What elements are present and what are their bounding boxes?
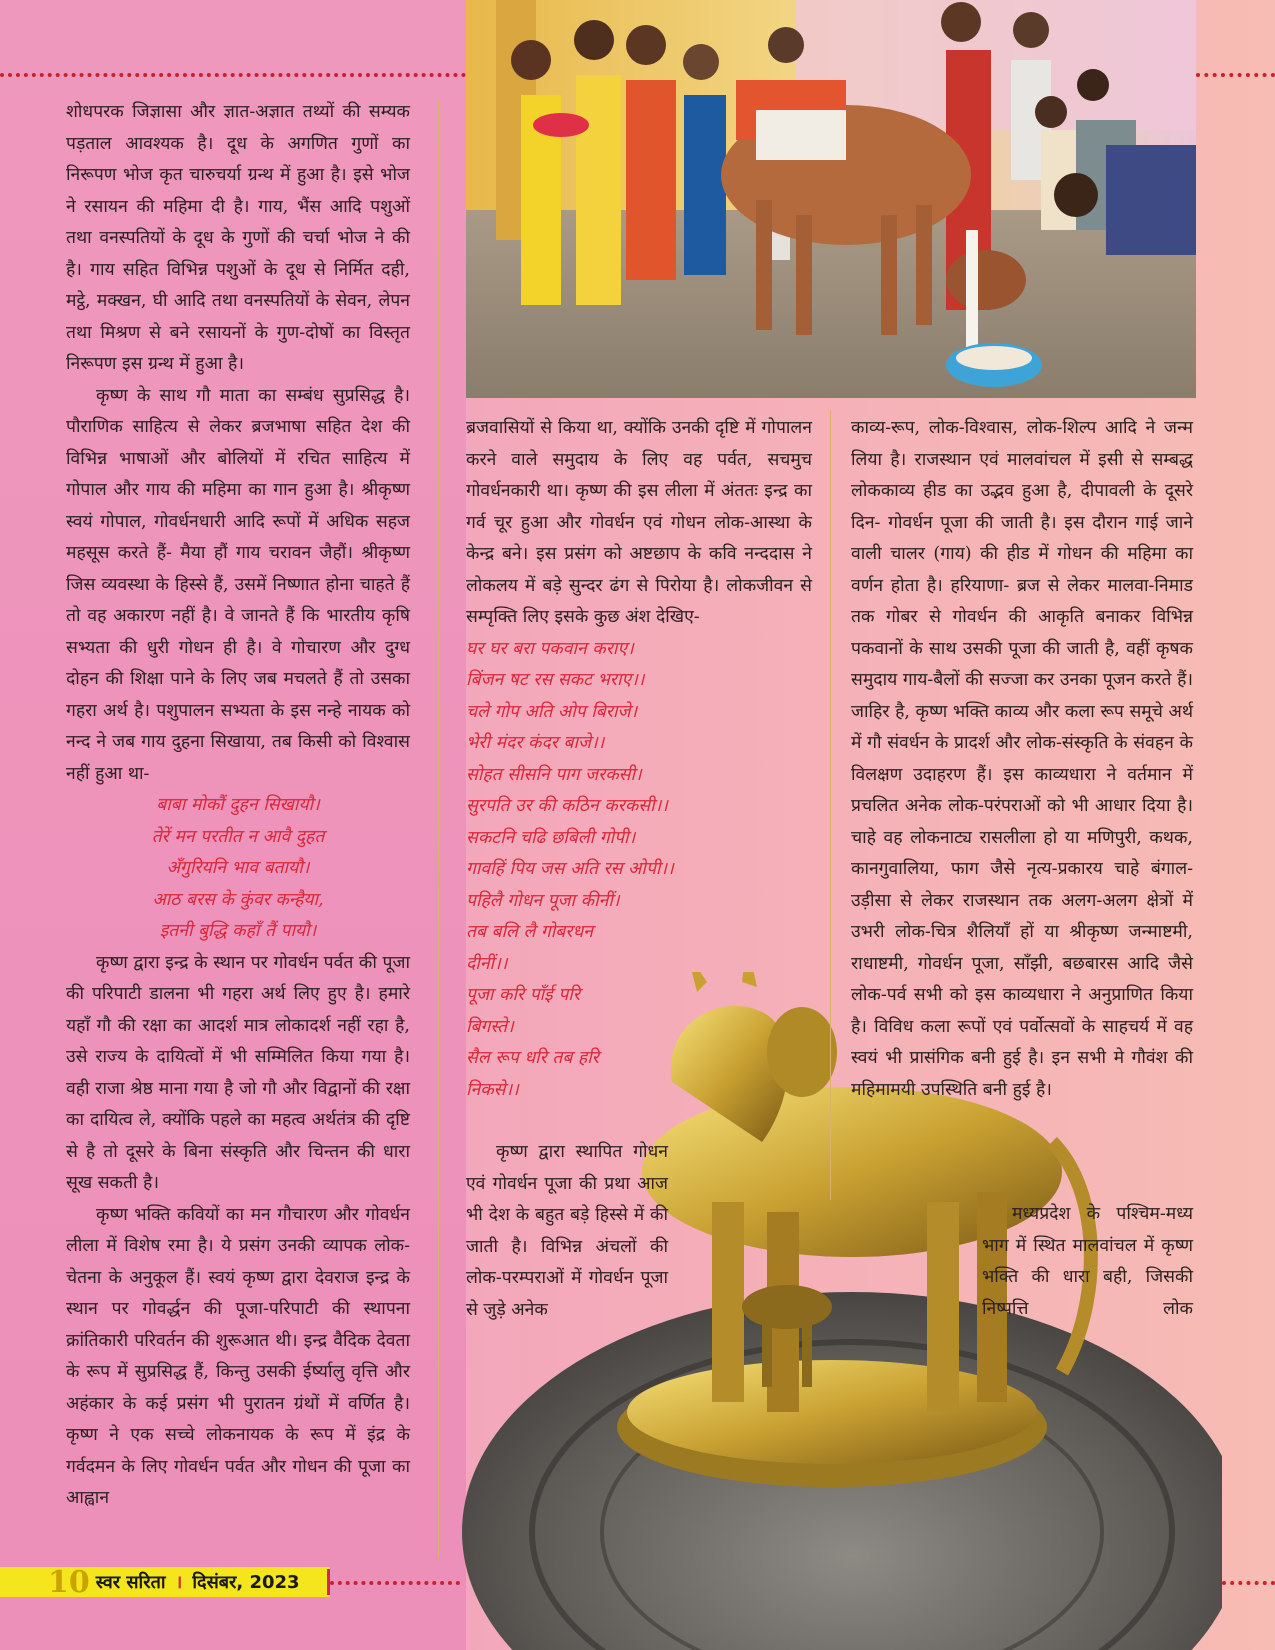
top-dotted-rule-left xyxy=(0,73,466,77)
verse-block xyxy=(466,634,812,1107)
page-number: 10 xyxy=(48,1564,90,1600)
verse-line: बाबा मोकौं दुहन सिखायौ। xyxy=(156,795,320,815)
verse-line: घर घर बरा पकवान कराए। xyxy=(466,638,634,659)
footer-accent-bar xyxy=(327,1569,330,1595)
article-column-1 xyxy=(66,97,410,1515)
paragraph: ब्रजवासियों से किया था, क्योंकि उनकी दृष्टि में गोपालन करने वाले समुदाय के लिए वह पर्वत, सचमुच गोवर्धनकारी था। कृष्ण की इस लीला में अंततः इन्द्र का गर्व चूर हुआ और गोवर्धन एवं गोधन लोक-आस्था के केन्द्र बने। इस प्रसंग को अष्टछाप के कवि नन्ददास ने लोकलय में बड़े सुन्दर ढंग से पिरोया है। लोकजीवन से सम्पृक्ति लिए इसके कुछ अंश देखिए- xyxy=(466,418,812,627)
paragraph: कृष्ण के साथ गौ माता का सम्बंध सुप्रसिद्ध है। पौराणिक साहित्य से लेकर ब्रजभाषा सहित देश की विभिन्न भाषाओं और बोलियों में रचित साहित्य में गोपाल और गाय की महिमा का गान हुआ है। श्रीकृष्ण स्वयं गोपाल, गोवर्धनधारी आदि रूपों में अधिक सहज महसूस करते हैं- मैया हौं गाय चरावन जैहौं। श्रीकृष्ण जिस व्यवस्था के हिस्से हैं, उसमें निष्णात होना चाहते हैं तो वह अकारण नहीं है। वे जानते हैं कि भारतीय कृषि सभ्यता की धुरी गोधन ही है। वे गोचारण और दुग्ध दोहन की शिक्षा पाने के लिए जब मचलते हैं तो उसका गहरा अर्थ है। पशुपालन सभ्यता के इस नन्हे नायक को नन्द ने जब गाय दुहना सिखाया, तब किसी को विश्वास नहीं हुआ था- xyxy=(66,385,410,784)
paragraph: शोधपरक जिज्ञासा और ज्ञात-अज्ञात तथ्यों की सम्यक पड़ताल आवश्यक है। दूध के अगणित गुणों का निरूपण भोज कृत चारुचर्या ग्रन्थ में हुआ है। इसे भोज ने रसायन की महिमा दी है। गाय, भैंस आदि पशुओं तथा वनस्पतियों के दूध के गुणों की चर्चा भोज ने की है। गाय सहित विभिन्न पशुओं के दूध से निर्मित दही, मट्ठे, मक्खन, घी आदि तथा वनस्पतियों के सेवन, लेपन तथा मिश्रण से बने रसायनों के गुण-दोषों का विस्तृत निरूपण इस ग्रन्थ में हुआ है। xyxy=(66,102,410,374)
paragraph: कृष्ण द्वारा स्थापित गोधन एवं गोवर्धन पूजा की प्रथा आज भी देश के बहुत बड़े हिस्से में की जाती है। विभिन्न अंचलों की लोक-परम्पराओं में गोवर्धन पूजा से जुड़े अनेक xyxy=(466,1142,668,1320)
footer-separator: । xyxy=(175,1572,183,1593)
verse-line: बिगस्ते। xyxy=(466,1016,514,1037)
paragraph: मध्यप्रदेश के पश्चिम-मध्य भाग में स्थित मालवांचल में कृष्ण भक्ति की धारा बही, जिसकी निष्पत्ति लोक xyxy=(982,1204,1193,1319)
cow-worship-photo xyxy=(466,0,1196,398)
verse-line: अँगुरियनि भाव बतायौ। xyxy=(166,858,310,878)
verse-line: निकसे।। xyxy=(466,1079,519,1100)
column-divider-1 xyxy=(438,100,439,1558)
verse-line: तब बलि लै गोबरधन xyxy=(466,922,593,942)
verse-line: गावहिं पिय जस अति रस ओपी।। xyxy=(466,859,674,879)
magazine-title: स्वर सरिता xyxy=(95,1572,166,1593)
verse-line: सकटनि चढि छबिली गोपी। xyxy=(466,827,636,848)
article-column-3 xyxy=(851,413,1193,1106)
article-column-2 xyxy=(466,413,812,1106)
article-column-2-lower xyxy=(466,1137,668,1326)
paragraph: कृष्ण द्वारा इन्द्र के स्थान पर गोवर्धन पर्वत की पूजा की परिपाटी डालना भी गहरा अर्थ लिए हुए है। हमारे यहाँ गौ की रक्षा का आदर्श मात्र लोकादर्श नहीं रहा है, उसे राज्य के दायित्वों में भी सम्मिलित किया गया है। वही राजा श्रेष्ठ माना गया है जो गौ और विद्वानों की रक्षा का दायित्व ले, क्योंकि पहले का महत्व अर्थतंत्र की दृष्टि से है तो दूसरे के बिना संस्कृति और चिन्तन की धारा सूख सकती है। xyxy=(66,952,410,1193)
column-divider-2 xyxy=(830,410,831,1200)
verse-block xyxy=(66,790,410,948)
verse-line: भेरी मंदर कंदर बाजे।। xyxy=(466,733,605,753)
verse-line: इतनी बुद्धि कहाँ तैं पायौ। xyxy=(159,921,317,941)
paragraph: काव्य-रूप, लोक-विश्वास, लोक-शिल्प आदि ने जन्म लिया है। राजस्थान एवं मालवांचल में इसी से सम्बद्ध लोककाव्य हीड का उद्भव हुआ है, दीपावली के दूसरे दिन- गोवर्धन पूजा की जाती है। इस दौरान गाई जाने वाली चालर (गाय) की हीड में गोधन की महिमा का वर्णन होता है। हरियाणा- ब्रज से लेकर मालवा-निमाड तक गोबर से गोवर्धन की आकृति बनाकर विभिन्न पकवानों के साथ उसकी पूजा की जाती है, वहीं कृषक समुदाय गाय-बैलों की सज्जा कर उनका पूजन करते हैं। जाहिर है, कृष्ण भक्ति काव्य और कला रूप समूचे अर्थ में गौ संवर्धन के प्रादर्श और लोक-संस्कृति के संवहन के विलक्षण उदाहरण हैं। इस काव्यधारा ने वर्तमान में प्रचलित अनेक लोक-परंपराओं को भी आधार दिया है। चाहे वह लोकनाट्य रासलीला हो या मणिपुरी, कथक, कानगुवालिया, फाग जैसे नृत्य-प्रकारय चाहे बंगाल-उड़ीसा से लेकर राजस्थान तक अलग-अलग क्षेत्रों में उभरी लोक-चित्र शैलियाँ हों या श्रीकृष्ण जन्माष्टमी, राधाष्टमी, गोवर्धन पूजा, साँझी, बछबारस आदि जैसे लोक-पर्व सभी को इस काव्यधारा ने अनुप्राणित किया है। विविध कला रूपों एवं पर्वोत्सवों के साहचर्य में वह स्वयं भी प्रासंगिक बनी हुई है। इन सभी मे गौवंश की महिमामयी उपस्थिति बनी हुई है। xyxy=(851,418,1193,1100)
verse-line: पूजा करि पाँई परि xyxy=(466,985,580,1005)
issue-date: दिसंबर, 2023 xyxy=(192,1572,300,1593)
verse-line: पहिलै गोधन पूजा कीनीं। xyxy=(466,890,620,911)
bottom-dotted-rule-left xyxy=(330,1581,460,1585)
verse-line: सैल रूप धरि तब हरि xyxy=(466,1048,599,1068)
page-footer xyxy=(0,1564,330,1600)
verse-line: आठ बरस के कुंवर कन्हैया, xyxy=(152,889,324,910)
paragraph: कृष्ण भक्ति कवियों का मन गौचारण और गोवर्धन लीला में विशेष रमा है। ये प्रसंग उनकी व्यापक लोक-चेतना के अनुकूल हैं। स्वयं कृष्ण द्वारा देवराज इन्द्र के स्थान पर गोवर्द्धन की पूजा-परिपाटी की स्थापना क्रांतिकारी परिवर्तन की शुरूआत थी। इन्द्र वैदिक देवता के रूप में सुप्रसिद्ध हैं, किन्तु उसकी ईर्ष्यालु वृत्ति और अहंकार के कई प्रसंग भी पुरातन ग्रंथों में वर्णित है। कृष्ण ने एक सच्चे लोकनायक के रूप में इंद्र के गर्वदमन के लिए गोवर्धन पर्वत और गोधन की पूजा का आह्वान xyxy=(66,1204,410,1508)
article-column-3-lower xyxy=(982,1199,1193,1325)
bottom-dotted-rule-right xyxy=(1222,1581,1275,1585)
verse-line: तेरें मन परतीत न आवै दुहत xyxy=(151,826,325,847)
verse-line: चले गोप अति ओप बिराजे। xyxy=(466,701,638,722)
top-dotted-rule-right xyxy=(1196,73,1275,77)
verse-line: बिंजन षट रस सकट भराए।। xyxy=(466,670,645,690)
verse-line: दीनीं।। xyxy=(466,953,508,974)
verse-line: सोहत सीसनि पाग जरकसी। xyxy=(466,764,642,785)
verse-line: सुरपति उर की कठिन करकसी।। xyxy=(466,796,668,816)
